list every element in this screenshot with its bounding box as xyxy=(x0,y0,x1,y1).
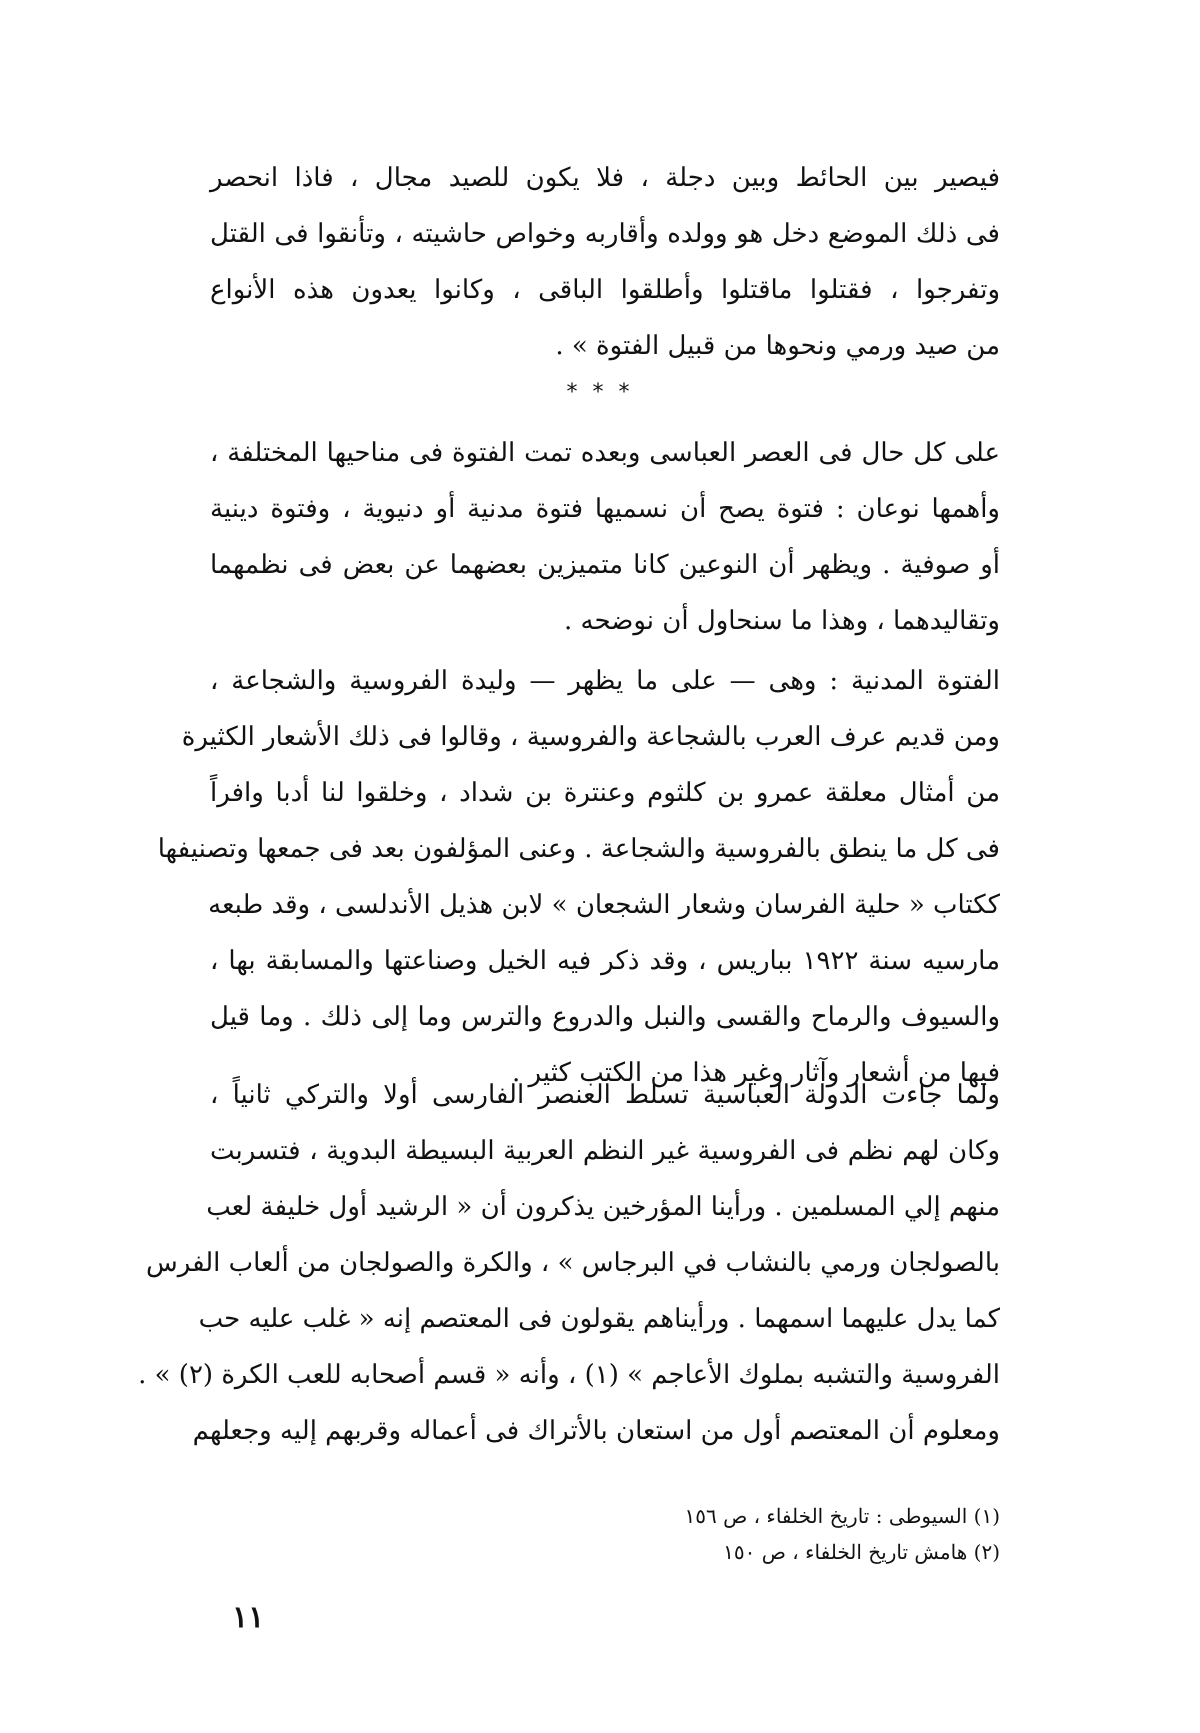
text-line: وأهمها نوعان : فتوة يصح أن نسميها فتوة مدنية أو دنيوية ، وفتوة دينية xyxy=(210,494,1000,524)
text-line: فيصير بين الحائط وبين دجلة ، فلا يكون للصيد مجال ، فاذا انحصر xyxy=(210,163,1000,193)
paragraph-4 xyxy=(138,1067,1000,1459)
text-line: فيها من أشعار وآثار وغير هذا من الكتب كثير . xyxy=(511,1058,1000,1088)
text-line: والسيوف والرماح والقسى والنبل والدروع والترس وما إلى ذلك . وما قيل xyxy=(210,1002,1000,1032)
text-line: وكان لهم نظم فى الفروسية غير النظم العربية البسيطة البدوية ، فتسربت xyxy=(210,1136,1000,1166)
paragraph-3 xyxy=(157,653,1000,1101)
text-line: ومن قديم عرف العرب بالشجاعة والفروسية ، وقالوا فى ذلك الأشعار الكثيرة xyxy=(181,722,1000,752)
footnote-2: (٢) هامش تاريخ الخلفاء ، ص ١٥٠ xyxy=(723,1540,1000,1564)
footnote-1: (١) السيوطى : تاريخ الخلفاء ، ص ١٥٦ xyxy=(684,1504,1000,1528)
text-line: ومعلوم أن المعتصم أول من استعان بالأتراك فى أعماله وقربهم إليه وجعلهم xyxy=(192,1416,1000,1446)
text-line: وتفرجوا ، فقتلوا ماقتلوا وأطلقوا الباقى ، وكانوا يعدون هذه الأنواع xyxy=(210,275,1000,305)
paragraph-1 xyxy=(210,150,1000,374)
paragraph-2 xyxy=(210,425,1000,649)
text-line: أو صوفية . ويظهر أن النوعين كانا متميزين بعضهما عن بعض فى نظمهما xyxy=(210,550,1000,580)
text-line: بالصولجان ورمي بالنشاب في البرجاس » ، والكرة والصولجان من ألعاب الفرس xyxy=(145,1248,1000,1278)
text-line: كما يدل عليهما اسمهما . ورأيناهم يقولون فى المعتصم إنه « غلب عليه حب xyxy=(198,1304,1000,1334)
text-line: منهم إلي المسلمين . ورأينا المؤرخين يذكرون أن « الرشيد أول خليفة لعب xyxy=(206,1192,1000,1222)
text-line: الفتوة المدنية : وهى — على ما يظهر — وليدة الفروسية والشجاعة ، xyxy=(210,666,1000,696)
text-line: من أمثال معلقة عمرو بن كلثوم وعنترة بن شداد ، وخلقوا لنا أدبا وافراً xyxy=(210,778,1000,808)
text-line: فى ذلك الموضع دخل هو وولده وأقاربه وخواص حاشيته ، وتأنقوا فى القتل xyxy=(210,219,1000,249)
text-line: الفروسية والتشبه بملوك الأعاجم » (١) ، وأنه « قسم أصحابه للعب الكرة (٢) » . xyxy=(138,1360,1000,1390)
text-line: على كل حال فى العصر العباسى وبعده تمت الفتوة فى مناحيها المختلفة ، xyxy=(210,438,1000,468)
text-line: وتقاليدهما ، وهذا ما سنحاول أن نوضحه . xyxy=(563,606,1000,636)
text-line: من صيد ورمي ونحوها من قبيل الفتوة » . xyxy=(555,331,1000,361)
section-separator: * * * xyxy=(566,380,634,405)
text-line: ولما جاءت الدولة العباسية تسلط العنصر الفارسى أولا والتركي ثانياً ، xyxy=(210,1080,1000,1110)
page-number: ١١ xyxy=(232,1600,265,1635)
text-line: فى كل ما ينطق بالفروسية والشجاعة . وعنى المؤلفون بعد فى جمعها وتصنيفها xyxy=(157,834,1000,864)
footnotes xyxy=(600,1498,1000,1570)
text-line: ككتاب « حلية الفرسان وشعار الشجعان » لابن هذيل الأندلسى ، وقد طبعه xyxy=(208,890,1000,920)
text-line: مارسيه سنة ١٩٢٢ بباريس ، وقد ذكر فيه الخيل وصناعتها والمسابقة بها ، xyxy=(210,946,1000,976)
